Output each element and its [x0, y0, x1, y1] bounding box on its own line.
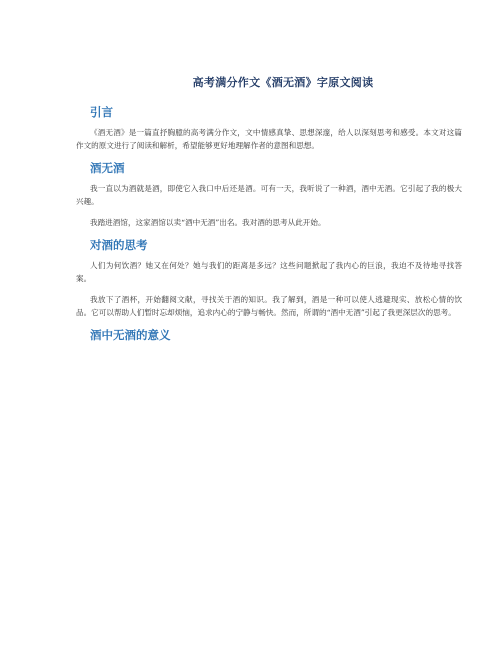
- wine-paragraph-1: 我一直以为酒就是酒，即使它入我口中后还是酒。可有一天，我听说了一种酒，酒中无酒。它引起了我的极大兴趣。: [76, 184, 462, 206]
- thoughts-paragraph-2: 我放下了酒杯，开始翻阅文献，寻找关于酒的知识。我了解到，酒是一种可以使人逃避现实、放松心情的饮品。它可以帮助人们暂时忘却烦恼，追求内心的宁静与畅快。然而，所谓的“酒中无酒”引起了我更深层次的思考。: [76, 295, 462, 317]
- intro-paragraph: 《酒无酒》是一篇直抒胸臆的高考满分作文，文中情感真挚、思想深邃，给人以深刻思考和感受。本文对这篇作文的原文进行了阅读和解析，希望能够更好地理解作者的意图和思想。: [76, 128, 462, 150]
- section-heading-wine-without-wine: 酒无酒: [90, 161, 125, 175]
- thoughts-paragraph-1: 人们为何饮酒？她又在何处？她与我们的距离是多远？这些问题掀起了我内心的巨浪，我迫不及待地寻找答案。: [76, 261, 462, 283]
- section-heading-intro: 引言: [90, 105, 113, 119]
- wine-paragraph-2: 我踏进酒馆，这家酒馆以卖“酒中无酒”出名。我对酒的思考从此开始。: [90, 218, 326, 227]
- section-thoughts-on-wine: [76, 237, 462, 319]
- section-heading-thoughts: 对酒的思考: [90, 238, 148, 252]
- section-heading-meaning: 酒中无酒的意义: [90, 328, 171, 342]
- section-meaning: [76, 327, 462, 343]
- section-wine-without-wine: [76, 160, 462, 229]
- document-title: 高考满分作文《酒无酒》字原文阅读: [192, 76, 374, 89]
- section-intro: [76, 104, 462, 152]
